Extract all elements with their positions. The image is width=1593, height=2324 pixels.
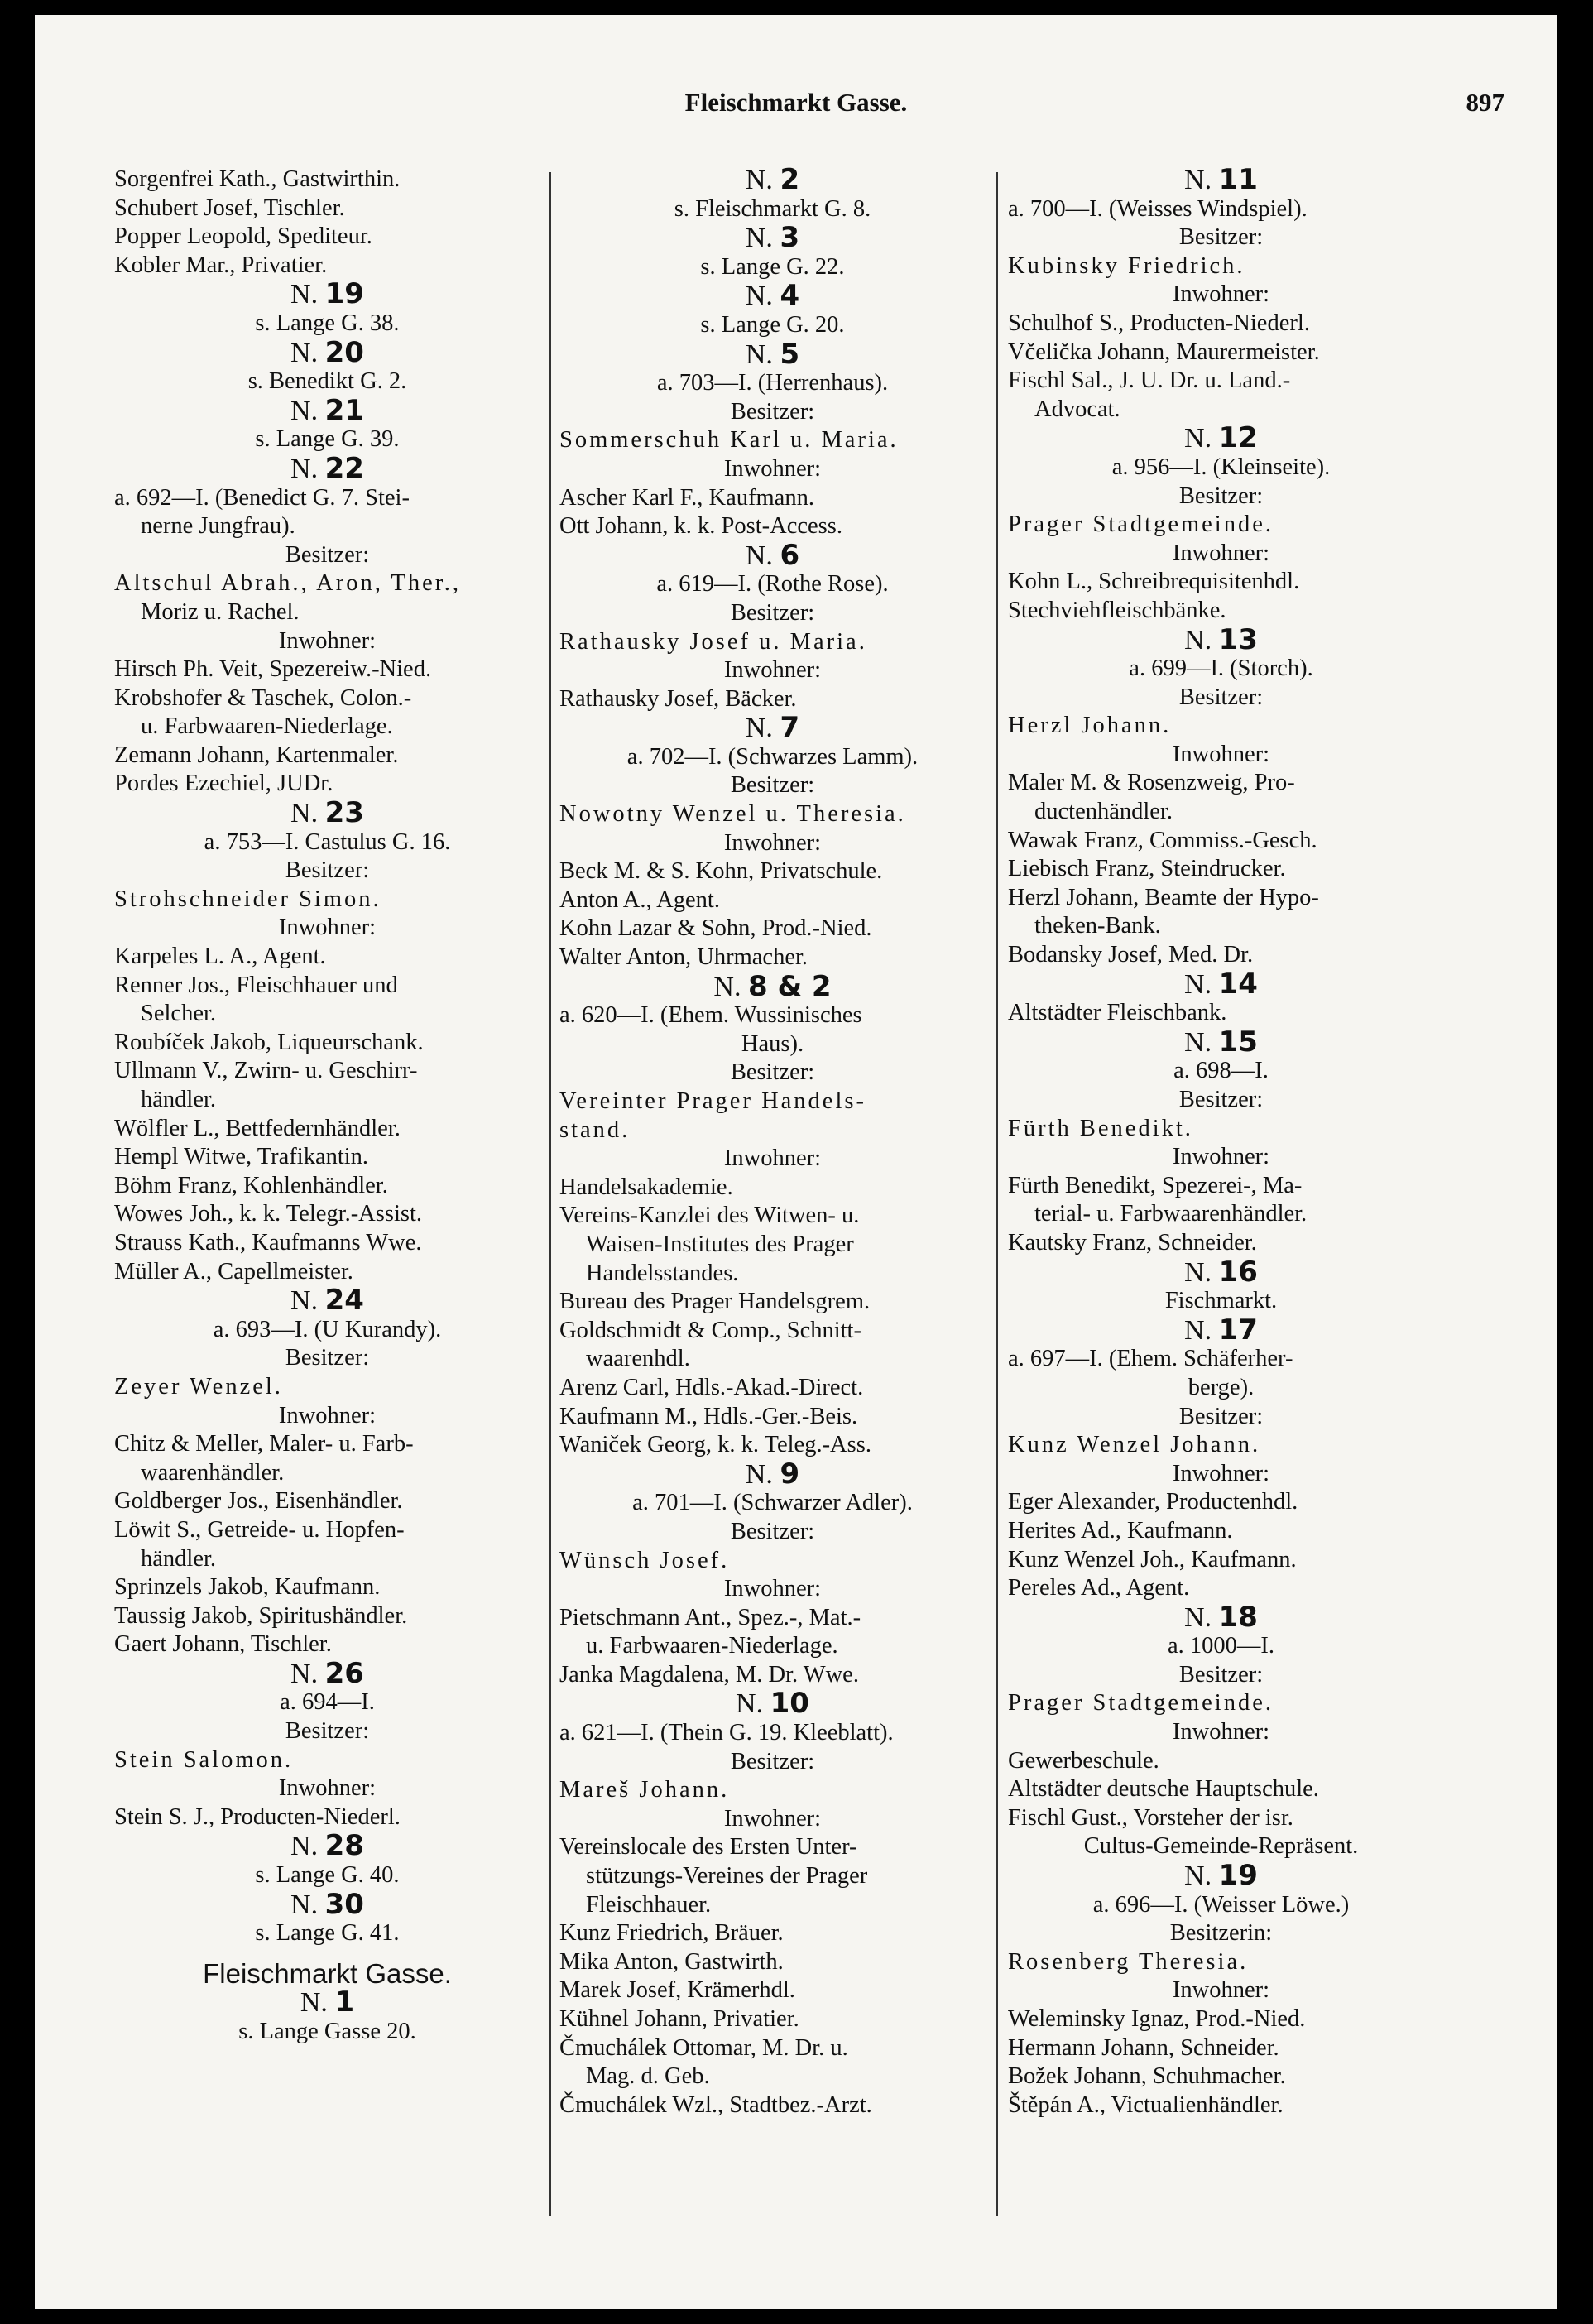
house-number (114, 339, 540, 368)
number-value: 23 (324, 799, 364, 828)
number-prefix: N. (745, 1459, 780, 1490)
directory-entry: Waniček Georg, k. k. Teleg.-Ass. (559, 1432, 871, 1458)
address-note: a. 698—I. (1173, 1058, 1269, 1084)
section-label: Besitzer: (730, 1748, 815, 1774)
house-number (559, 340, 986, 370)
number-prefix: N. (290, 338, 325, 368)
section-label: Inwohner: (1172, 1144, 1270, 1170)
number-value: 6 (780, 540, 800, 571)
directory-entry: Kobler Mar., Privatier. (114, 252, 328, 278)
entry-continuation: waarenhdl. (586, 1346, 690, 1372)
owner-name: Fürth Benedikt. (1008, 1115, 1193, 1141)
number-value: 18 (1218, 1602, 1258, 1633)
house-number (114, 799, 540, 828)
column-3 (1008, 166, 1434, 2120)
column-2 (559, 166, 986, 2120)
address-note: a. 619—I. (Rothe Rose). (656, 571, 889, 598)
house-number (1008, 1603, 1434, 1633)
directory-entry: Maler M. & Rosenzweig, Pro- (1008, 770, 1295, 796)
directory-entry: Schubert Josef, Tischler. (114, 194, 345, 221)
section-label: Inwohner: (1172, 1460, 1270, 1486)
owner-name: Sommerschuh Karl u. Maria. (559, 427, 899, 454)
directory-entry: Pordes Ezechiel, JUDr. (114, 771, 333, 797)
directory-entry: Marek Josef, Krämerhdl. (559, 1977, 795, 2004)
directory-entry: Fischl Gust., Vorsteher der isr. (1008, 1804, 1293, 1831)
number-value: 1 (334, 1988, 355, 2018)
house-number (559, 223, 986, 253)
house-number (1008, 166, 1434, 195)
number-prefix: N. (290, 799, 325, 828)
directory-entry: Wawak Franz, Commiss.-Gesch. (1008, 827, 1317, 853)
section-label: Inwohner: (723, 1805, 822, 1832)
number-value: 17 (1218, 1315, 1258, 1346)
number-value: 8 & 2 (747, 972, 832, 1002)
section-label: Inwohner: (278, 1775, 377, 1802)
address-note: s. Lange G. 41. (255, 1920, 400, 1947)
address-note: a. 620—I. (Ehem. Wussinisches (559, 1002, 862, 1029)
section-label: Besitzer: (1178, 1403, 1264, 1429)
directory-entry: Kühnel Johann, Privatier. (559, 2006, 799, 2032)
section-label: Inwohner: (723, 657, 822, 684)
directory-entry: Altstädter deutsche Hauptschule. (1008, 1776, 1319, 1803)
number-prefix: N. (1184, 1315, 1219, 1346)
number-prefix: N. (1184, 1257, 1219, 1288)
number-prefix: N. (736, 1689, 770, 1720)
address-note: a. 621—I. (Thein G. 19. Kleeblatt). (559, 1720, 894, 1746)
number-value: 22 (324, 454, 364, 484)
directory-entry: Kaufmann M., Hdls.-Ger.-Beis. (559, 1403, 858, 1429)
section-label: Inwohner: (723, 1145, 822, 1172)
number-prefix: N. (290, 1832, 325, 1862)
number-prefix: N. (1184, 1027, 1219, 1058)
section-label: Inwohner: (1172, 1719, 1270, 1745)
directory-entry: Stechviehfleischbänke. (1008, 597, 1226, 623)
directory-page (35, 15, 1557, 2309)
owner-name: Altschul Abrah., Aron, Ther., (114, 570, 461, 597)
owner-name: stand. (559, 1116, 631, 1143)
section-label: Besitzer: (730, 1059, 815, 1086)
house-number (114, 454, 540, 484)
number-prefix: N. (1184, 969, 1219, 1000)
address-note: a. 703—I. (Herrenhaus). (656, 370, 889, 396)
number-value: 12 (1218, 424, 1258, 454)
directory-entry: Pietschmann Ant., Spez.-, Mat.- (559, 1604, 861, 1630)
house-number (114, 1988, 540, 2018)
owner-name: Nowotny Wenzel u. Theresia. (559, 801, 906, 828)
directory-entry: Goldberger Jos., Eisenhändler. (114, 1488, 403, 1515)
directory-entry: Zemann Johann, Kartenmaler. (114, 742, 399, 768)
entry-continuation: nerne Jungfrau). (141, 513, 295, 540)
number-value: 2 (780, 166, 800, 195)
house-number (1008, 970, 1434, 1000)
number-prefix: N. (745, 223, 780, 253)
section-label: Inwohner: (1172, 1977, 1270, 2004)
number-value: 3 (780, 223, 800, 253)
directory-entry: Ascher Karl F., Kaufmann. (559, 484, 814, 511)
directory-entry: Wowes Joh., k. k. Telegr.-Assist. (114, 1201, 423, 1227)
section-label: Inwohner: (723, 1576, 822, 1602)
directory-entry: Taussig Jakob, Spiritushändler. (114, 1602, 408, 1629)
address-note: a. 694—I. (280, 1689, 375, 1716)
number-prefix: N. (290, 454, 325, 484)
section-label: Inwohner: (1172, 540, 1270, 566)
number-value: 26 (324, 1659, 364, 1689)
address-note: a. 701—I. (Schwarzer Adler). (632, 1490, 913, 1516)
number-value: 19 (324, 280, 364, 310)
entry-continuation: u. Farbwaaren-Niederlage. (586, 1633, 838, 1659)
directory-entry: Weleminsky Ignaz, Prod.-Nied. (1008, 2006, 1306, 2032)
owner-name: Vereinter Prager Handels- (559, 1088, 866, 1114)
running-title: Fleischmarkt Gasse. (684, 88, 908, 117)
address-note: Cultus-Gemeinde-Repräsent. (1083, 1833, 1359, 1860)
address-note: a. 692—I. (Benedict G. 7. Stei- (114, 484, 410, 511)
number-value: 11 (1218, 166, 1258, 195)
number-value: 4 (780, 281, 800, 311)
house-number (559, 1460, 986, 1490)
section-label: Besitzer: (1178, 1661, 1264, 1688)
directory-entry: Herites Ad., Kaufmann. (1008, 1517, 1233, 1544)
number-value: 20 (324, 338, 364, 368)
directory-entry: Fischl Sal., J. U. Dr. u. Land.- (1008, 367, 1291, 394)
house-number (1008, 1258, 1434, 1288)
directory-entry: Böhm Franz, Kohlenhändler. (114, 1172, 388, 1198)
owner-name: Mareš Johann. (559, 1777, 730, 1803)
house-number (114, 396, 540, 426)
owner-name: Prager Stadtgemeinde. (1008, 1690, 1274, 1717)
directory-entry: Löwit S., Getreide- u. Hopfen- (114, 1516, 405, 1543)
directory-entry: Gewerbeschule. (1008, 1747, 1159, 1774)
number-value: 24 (324, 1286, 364, 1316)
section-label: Inwohner: (278, 1402, 377, 1428)
section-label: Besitzer: (1178, 684, 1264, 710)
directory-entry: Popper Leopold, Spediteur. (114, 223, 372, 250)
house-number (1008, 1861, 1434, 1891)
address-note: s. Lange G. 22. (700, 253, 845, 280)
address-note: s. Fleischmarkt G. 8. (674, 195, 871, 222)
number-value: 5 (780, 339, 800, 370)
house-number (559, 541, 986, 571)
entry-continuation: Advocat. (1034, 396, 1120, 422)
owner-name: Zeyer Wenzel. (114, 1373, 283, 1400)
directory-entry: Štěpán A., Victualienhändler. (1008, 2091, 1284, 2118)
house-number (1008, 424, 1434, 454)
page-number: 897 (1466, 88, 1504, 117)
number-prefix: N. (290, 1889, 325, 1920)
number-prefix: N. (1184, 1861, 1219, 1891)
house-number (114, 1286, 540, 1316)
directory-entry: Bodansky Josef, Med. Dr. (1008, 942, 1254, 968)
directory-entry: Janka Magdalena, M. Dr. Wwe. (559, 1661, 859, 1688)
number-value: 13 (1218, 625, 1258, 655)
owner-name: Herzl Johann. (1008, 713, 1172, 739)
entry-continuation: stützungs-Vereines der Prager (586, 1863, 868, 1889)
number-prefix: N. (1184, 625, 1219, 655)
house-number (1008, 1316, 1434, 1346)
column-1 (114, 166, 540, 2047)
number-value: 14 (1218, 969, 1258, 1000)
section-label: Inwohner: (278, 627, 377, 654)
address-note: a. 753—I. Castulus G. 16. (204, 828, 451, 855)
directory-entry: Beck M. & S. Kohn, Privatschule. (559, 858, 883, 885)
directory-entry: Walter Anton, Uhrmacher. (559, 944, 808, 971)
section-label: Besitzer: (285, 1345, 370, 1371)
number-value: 7 (780, 713, 800, 743)
number-prefix: N. (1184, 166, 1219, 195)
directory-entry: Roubíček Jakob, Liqueurschank. (114, 1029, 424, 1055)
directory-entry: Handelsakademie. (559, 1174, 733, 1200)
number-value: 19 (1218, 1861, 1258, 1891)
entry-continuation: Moriz u. Rachel. (141, 598, 300, 625)
directory-entry: Schulhof S., Producten-Niederl. (1008, 310, 1310, 336)
entry-continuation: waarenhändler. (141, 1459, 285, 1486)
directory-entry: Herzl Johann, Beamte der Hypo- (1008, 884, 1319, 910)
number-prefix: N. (745, 339, 780, 370)
section-label: Besitzer: (285, 541, 370, 568)
number-value: 10 (770, 1689, 809, 1720)
section-label: Inwohner: (278, 915, 377, 941)
owner-name: Strohschneider Simon. (114, 886, 381, 912)
directory-entry: Kohn L., Schreibrequisitenhdl. (1008, 569, 1300, 595)
address-note: s. Benedikt G. 2. (247, 368, 407, 395)
number-prefix: N. (1184, 424, 1219, 454)
directory-entry: Strauss Kath., Kaufmanns Wwe. (114, 1229, 422, 1256)
entry-continuation: theken-Bank. (1034, 913, 1161, 939)
address-note: berge). (1188, 1374, 1255, 1400)
number-prefix: N. (1184, 1602, 1219, 1633)
section-label: Besitzer: (1178, 1087, 1264, 1112)
owner-name: Prager Stadtgemeinde. (1008, 511, 1274, 538)
number-prefix: N. (713, 972, 748, 1002)
street-heading: Fleischmarkt Gasse. (203, 1957, 452, 1989)
number-prefix: N. (290, 1286, 325, 1316)
section-label: Besitzer: (1178, 224, 1264, 251)
house-number (559, 166, 986, 195)
address-note: a. 1000—I. (1167, 1633, 1274, 1659)
directory-entry: Krobshofer & Taschek, Colon.- (114, 684, 412, 711)
directory-entry: Ullmann V., Zwirn- u. Geschirr- (114, 1058, 418, 1084)
section-label: Inwohner: (723, 455, 822, 482)
directory-entry: Vereinslocale des Ersten Unter- (559, 1834, 857, 1861)
number-prefix: N. (290, 1659, 325, 1689)
section-label: Inwohner: (1172, 281, 1270, 308)
directory-entry: Renner Jos., Fleischhauer und (114, 972, 398, 998)
section-label: Besitzer: (285, 857, 370, 884)
column-rule (996, 172, 998, 2216)
directory-entry: Arenz Carl, Hdls.-Akad.-Direct. (559, 1374, 864, 1400)
section-label: Besitzer: (730, 599, 815, 626)
directory-entry: Sprinzels Jakob, Kaufmann. (114, 1574, 381, 1601)
directory-entry: Müller A., Capellmeister. (114, 1258, 353, 1284)
directory-entry: Mika Anton, Gastwirth. (559, 1948, 784, 1975)
section-label: Besitzer: (730, 772, 815, 799)
section-label: Besitzerin: (1169, 1920, 1273, 1947)
column-rule (549, 172, 551, 2216)
number-prefix: N. (290, 280, 325, 310)
directory-entry: Kautsky Franz, Schneider. (1008, 1229, 1257, 1256)
directory-entry: Gaert Johann, Tischler. (114, 1631, 332, 1658)
entry-continuation: Selcher. (141, 1001, 217, 1027)
section-label: Besitzer: (730, 398, 815, 425)
house-number (114, 1659, 540, 1689)
directory-entry: Sorgenfrei Kath., Gastwirthin. (114, 166, 401, 192)
directory-entry: Čmuchálek Ottomar, M. Dr. u. (559, 2034, 848, 2061)
address-note: Fischmarkt. (1164, 1288, 1278, 1314)
directory-entry: Wölfler L., Bettfedernhändler. (114, 1115, 401, 1141)
house-number (1008, 1028, 1434, 1058)
owner-name: Rathausky Josef u. Maria. (559, 628, 867, 655)
entry-continuation: ductenhändler. (1034, 799, 1173, 825)
directory-entry: Altstädter Fleischbank. (1008, 1000, 1227, 1026)
owner-name: Stein Salomon. (114, 1746, 294, 1773)
section-label: Besitzer: (285, 1718, 370, 1745)
entry-continuation: Handelsstandes. (586, 1260, 739, 1286)
directory-entry: Ott Johann, k. k. Post-Access. (559, 513, 842, 540)
directory-entry: Liebisch Franz, Steindrucker. (1008, 856, 1286, 882)
house-number (559, 1689, 986, 1719)
number-prefix: N. (745, 166, 780, 195)
directory-entry: Čmuchálek Wzl., Stadtbez.-Arzt. (559, 2091, 872, 2118)
section-label: Inwohner: (1172, 741, 1270, 767)
directory-entry: Bureau des Prager Handelsgrem. (559, 1289, 871, 1315)
number-prefix: N. (745, 281, 780, 311)
address-note: Haus). (741, 1030, 804, 1057)
entry-continuation: u. Farbwaaren-Niederlage. (141, 713, 393, 740)
section-label: Besitzer: (730, 1518, 815, 1544)
house-number (1008, 626, 1434, 655)
owner-name: Rosenberg Theresia. (1008, 1948, 1249, 1975)
address-note: a. 702—I. (Schwarzes Lamm). (626, 743, 919, 770)
directory-entry: Karpeles L. A., Agent. (114, 944, 326, 970)
house-number (559, 281, 986, 311)
number-prefix: N. (745, 540, 780, 571)
page-header (35, 88, 1557, 137)
number-value: 16 (1218, 1257, 1258, 1288)
address-note: a. 697—I. (Ehem. Schäferher- (1008, 1346, 1293, 1372)
address-note: a. 700—I. (Weisses Windspiel). (1008, 195, 1308, 222)
address-note: s. Lange G. 38. (255, 310, 400, 336)
number-value: 9 (780, 1459, 800, 1490)
house-number (114, 1890, 540, 1920)
number-value: 21 (324, 396, 364, 426)
number-prefix: N. (745, 713, 780, 743)
address-note: a. 696—I. (Weisser Löwe.) (1092, 1891, 1350, 1918)
number-value: 30 (324, 1889, 364, 1920)
directory-entry: Kunz Wenzel Joh., Kaufmann. (1008, 1546, 1297, 1573)
directory-entry: Včelička Johann, Maurermeister. (1008, 339, 1320, 365)
directory-entry: Hirsch Ph. Veit, Spezereiw.-Nied. (114, 656, 432, 683)
house-number (559, 713, 986, 743)
house-number (559, 972, 986, 1002)
address-note: s. Lange G. 39. (255, 426, 400, 453)
address-note: s. Lange G. 20. (700, 311, 845, 338)
entry-continuation: Mag. d. Geb. (586, 2063, 710, 2090)
directory-entry: Goldschmidt & Comp., Schnitt- (559, 1317, 861, 1343)
entry-continuation: händler. (141, 1087, 217, 1112)
address-note: a. 699—I. (Storch). (1129, 655, 1313, 682)
address-note: a. 956—I. (Kleinseite). (1111, 454, 1331, 480)
entry-continuation: Fleischhauer. (586, 1891, 712, 1918)
directory-entry: Vereins-Kanzlei des Witwen- u. (559, 1203, 860, 1229)
house-number (114, 280, 540, 310)
section-label: Inwohner: (723, 829, 822, 856)
number-prefix: N. (300, 1988, 335, 2018)
number-prefix: N. (290, 396, 325, 426)
directory-entry: Pereles Ad., Agent. (1008, 1575, 1190, 1601)
directory-entry: Anton A., Agent. (559, 886, 720, 913)
entry-continuation: Waisen-Institutes des Prager (586, 1231, 854, 1257)
directory-entry: Božek Johann, Schuhmacher. (1008, 2063, 1286, 2090)
owner-name: Kubinsky Friedrich. (1008, 252, 1245, 279)
number-value: 15 (1218, 1027, 1258, 1058)
owner-name: Kunz Wenzel Johann. (1008, 1432, 1261, 1458)
address-note: s. Lange Gasse 20. (238, 2019, 416, 2044)
house-number (114, 1832, 540, 1861)
directory-entry: Fürth Benedikt, Spezerei-, Ma- (1008, 1172, 1303, 1198)
address-note: s. Lange G. 40. (255, 1862, 400, 1889)
owner-name: Wünsch Josef. (559, 1547, 730, 1573)
directory-entry: Rathausky Josef, Bäcker. (559, 685, 797, 712)
directory-entry: Stein S. J., Producten-Niederl. (114, 1803, 401, 1830)
directory-entry: Hempl Witwe, Trafikantin. (114, 1144, 369, 1170)
directory-entry: Eger Alexander, Productenhdl. (1008, 1489, 1298, 1515)
directory-entry: Chitz & Meller, Maler- u. Farb- (114, 1431, 414, 1457)
entry-continuation: händler. (141, 1545, 217, 1572)
section-label: Besitzer: (1178, 483, 1264, 509)
entry-continuation: terial- u. Farbwaarenhändler. (1034, 1201, 1308, 1227)
address-note: a. 693—I. (U Kurandy). (213, 1316, 442, 1342)
directory-entry: Hermann Johann, Schneider. (1008, 2034, 1279, 2061)
directory-entry: Kunz Friedrich, Bräuer. (559, 1920, 784, 1947)
number-value: 28 (324, 1832, 364, 1862)
directory-entry: Kohn Lazar & Sohn, Prod.-Nied. (559, 915, 872, 942)
